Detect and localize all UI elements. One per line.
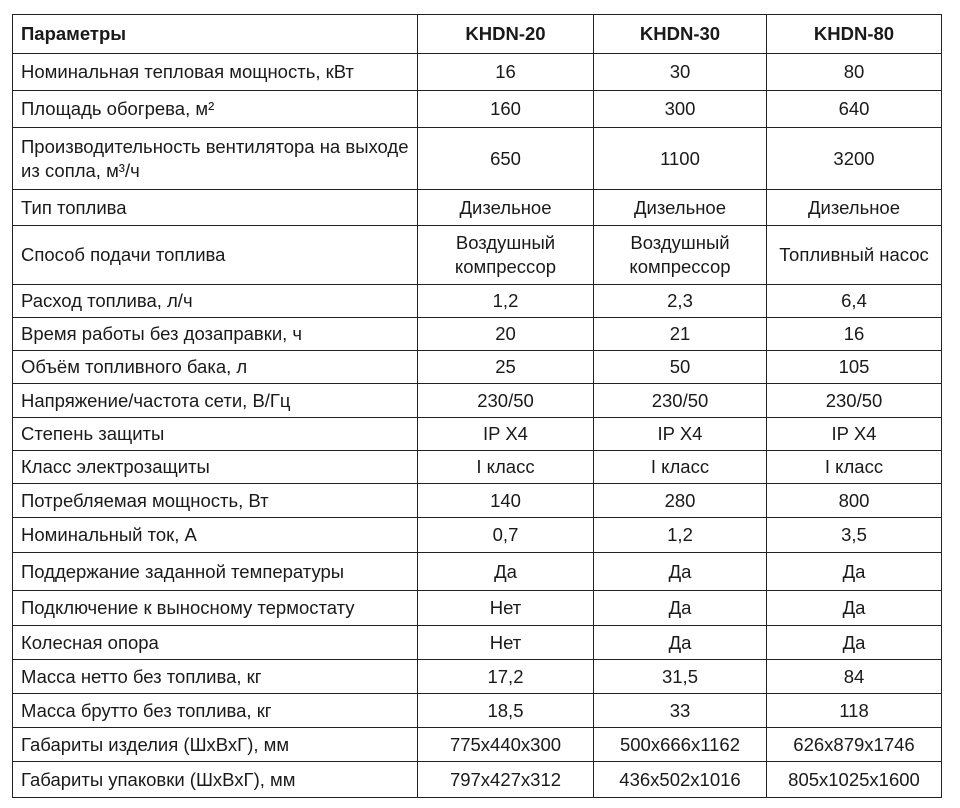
parameter-name: Поддержание заданной температуры bbox=[13, 553, 418, 591]
value-khdn-20: 20 bbox=[418, 318, 594, 351]
parameter-name: Тип топлива bbox=[13, 190, 418, 226]
value-khdn-30: 300 bbox=[594, 91, 767, 128]
parameter-name: Масса брутто без топлива, кг bbox=[13, 694, 418, 728]
table-row bbox=[13, 351, 942, 384]
value-khdn-20: 230/50 bbox=[418, 384, 594, 418]
value-khdn-80: IP X4 bbox=[767, 418, 942, 451]
value-khdn-20: I класс bbox=[418, 451, 594, 484]
value-khdn-80: 640 bbox=[767, 91, 942, 128]
table-row bbox=[13, 384, 942, 418]
value-khdn-20: IP X4 bbox=[418, 418, 594, 451]
column-header-khdn-30: KHDN-30 bbox=[594, 15, 767, 54]
value-khdn-30: 21 bbox=[594, 318, 767, 351]
table-row bbox=[13, 762, 942, 798]
value-khdn-20: 650 bbox=[418, 128, 594, 190]
value-khdn-80: 800 bbox=[767, 484, 942, 518]
value-khdn-30: 1,2 bbox=[594, 518, 767, 553]
value-khdn-20: Дизельное bbox=[418, 190, 594, 226]
value-khdn-30: 280 bbox=[594, 484, 767, 518]
value-khdn-80: 16 bbox=[767, 318, 942, 351]
value-khdn-30: 2,3 bbox=[594, 285, 767, 318]
column-header-parameters: Параметры bbox=[13, 15, 418, 54]
value-khdn-80: 84 bbox=[767, 660, 942, 694]
specifications-table bbox=[12, 14, 942, 798]
parameter-name: Время работы без дозаправки, ч bbox=[13, 318, 418, 351]
value-khdn-80: Да bbox=[767, 553, 942, 591]
table-row bbox=[13, 91, 942, 128]
table-row bbox=[13, 54, 942, 91]
parameter-name: Площадь обогрева, м² bbox=[13, 91, 418, 128]
table-row bbox=[13, 190, 942, 226]
parameter-name: Способ подачи топлива bbox=[13, 226, 418, 285]
parameter-name: Степень защиты bbox=[13, 418, 418, 451]
parameter-name: Потребляемая мощность, Вт bbox=[13, 484, 418, 518]
value-khdn-20: 1,2 bbox=[418, 285, 594, 318]
table-row bbox=[13, 226, 942, 285]
value-khdn-80: 230/50 bbox=[767, 384, 942, 418]
value-khdn-20: 775x440x300 bbox=[418, 728, 594, 762]
table-row bbox=[13, 626, 942, 660]
parameter-name: Габариты изделия (ШхВхГ), мм bbox=[13, 728, 418, 762]
value-khdn-80: Да bbox=[767, 591, 942, 626]
column-header-khdn-80: KHDN-80 bbox=[767, 15, 942, 54]
value-khdn-30: 436x502x1016 bbox=[594, 762, 767, 798]
value-khdn-30: 230/50 bbox=[594, 384, 767, 418]
parameter-name: Подключение к выносному термостату bbox=[13, 591, 418, 626]
value-khdn-20: 25 bbox=[418, 351, 594, 384]
parameter-name: Габариты упаковки (ШхВхГ), мм bbox=[13, 762, 418, 798]
value-khdn-80: 626x879x1746 bbox=[767, 728, 942, 762]
value-khdn-20: 797x427x312 bbox=[418, 762, 594, 798]
value-khdn-20: 16 bbox=[418, 54, 594, 91]
value-khdn-80: 80 bbox=[767, 54, 942, 91]
table-row bbox=[13, 660, 942, 694]
parameter-name: Колесная опора bbox=[13, 626, 418, 660]
value-khdn-30: 1100 bbox=[594, 128, 767, 190]
value-khdn-80: 805x1025x1600 bbox=[767, 762, 942, 798]
table-row bbox=[13, 418, 942, 451]
value-khdn-80: 3200 bbox=[767, 128, 942, 190]
table-header-row bbox=[13, 15, 942, 54]
table-row bbox=[13, 728, 942, 762]
value-khdn-20: 17,2 bbox=[418, 660, 594, 694]
value-khdn-80: I класс bbox=[767, 451, 942, 484]
table-row bbox=[13, 128, 942, 190]
value-khdn-20: 0,7 bbox=[418, 518, 594, 553]
value-khdn-30: I класс bbox=[594, 451, 767, 484]
value-khdn-80: 118 bbox=[767, 694, 942, 728]
value-khdn-30: 500x666x1162 bbox=[594, 728, 767, 762]
parameter-name: Напряжение/частота сети, В/Гц bbox=[13, 384, 418, 418]
table-row bbox=[13, 451, 942, 484]
table-row bbox=[13, 591, 942, 626]
value-khdn-80: 3,5 bbox=[767, 518, 942, 553]
value-khdn-30: 30 bbox=[594, 54, 767, 91]
value-khdn-80: 6,4 bbox=[767, 285, 942, 318]
value-khdn-80: Дизельное bbox=[767, 190, 942, 226]
value-khdn-30: Да bbox=[594, 553, 767, 591]
parameter-name: Расход топлива, л/ч bbox=[13, 285, 418, 318]
value-khdn-80: Да bbox=[767, 626, 942, 660]
value-khdn-80: Топливный насос bbox=[767, 226, 942, 285]
value-khdn-80: 105 bbox=[767, 351, 942, 384]
value-khdn-20: 18,5 bbox=[418, 694, 594, 728]
value-khdn-30: 33 bbox=[594, 694, 767, 728]
table-row bbox=[13, 694, 942, 728]
value-khdn-30: IP X4 bbox=[594, 418, 767, 451]
value-khdn-30: Воздушный компрессор bbox=[594, 226, 767, 285]
parameter-name: Производительность вентилятора на выходе из сопла, м³/ч bbox=[13, 128, 418, 190]
value-khdn-20: Нет bbox=[418, 626, 594, 660]
value-khdn-30: 31,5 bbox=[594, 660, 767, 694]
value-khdn-20: 160 bbox=[418, 91, 594, 128]
table-row bbox=[13, 484, 942, 518]
table-row bbox=[13, 553, 942, 591]
value-khdn-20: Да bbox=[418, 553, 594, 591]
value-khdn-30: Да bbox=[594, 591, 767, 626]
value-khdn-30: Дизельное bbox=[594, 190, 767, 226]
value-khdn-30: 50 bbox=[594, 351, 767, 384]
value-khdn-20: Нет bbox=[418, 591, 594, 626]
column-header-khdn-20: KHDN-20 bbox=[418, 15, 594, 54]
value-khdn-30: Да bbox=[594, 626, 767, 660]
parameter-name: Масса нетто без топлива, кг bbox=[13, 660, 418, 694]
value-khdn-20: 140 bbox=[418, 484, 594, 518]
parameter-name: Класс электрозащиты bbox=[13, 451, 418, 484]
value-khdn-20: Воздушный компрессор bbox=[418, 226, 594, 285]
table-row bbox=[13, 285, 942, 318]
table-row bbox=[13, 318, 942, 351]
parameter-name: Номинальная тепловая мощность, кВт bbox=[13, 54, 418, 91]
parameter-name: Номинальный ток, А bbox=[13, 518, 418, 553]
table-row bbox=[13, 518, 942, 553]
parameter-name: Объём топливного бака, л bbox=[13, 351, 418, 384]
